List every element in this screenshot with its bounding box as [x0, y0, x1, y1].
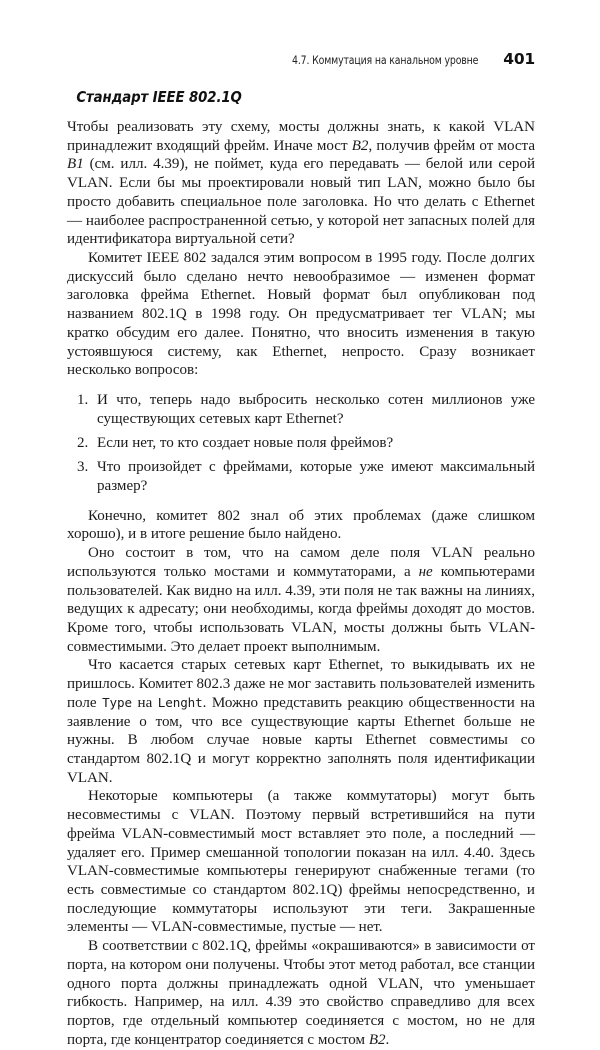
list-item-number: 2.: [77, 435, 89, 451]
paragraph-1-text-a: Чтобы реализовать эту схему, мосты должны знать, к какой VLAN принадлежит входящий фрейм. Иначе мост: [67, 119, 535, 154]
paragraph-4: [67, 544, 535, 656]
paragraph-7-text-a: В соответствии с 802.1Q, фреймы «окрашиваются» в зависимости от порта, на котором они получены. Чтобы этот метод работал, все станции одного порта должны принадлежать одной VLAN, что уменьшает гибкость. Например, на илл. 4.39 это свойство справедливо для всех портов, где отдельный компьютер соединяется с мостом, но не для порта, где концентратор соединяется с мостом: [67, 938, 535, 1048]
paragraph-5: [67, 656, 535, 787]
paragraph-1-text-c: (см. илл. 4.39), не поймет, куда его передавать — белой или серой VLAN. Если бы мы проектировали новый тип LAN, можно было бы просто добавить специальное поле заголовка. Но что делать с Ethernet — наиболее распространенной сетью, у которой нет запасных полей для идентификатора виртуальной сети?: [67, 156, 535, 248]
bridge-label-b2-final: B2: [368, 1031, 386, 1048]
section-heading: Стандарт IEEE 802.1Q: [76, 88, 242, 106]
paragraph-4-text-b: компьютерами пользователей. Как видно на илл. 4.39, эти поля не так важны на линиях, ведущих к адресату; они необходимы, когда фреймы доходят до мостов. Кроме того, чтобы использовать VLAN, мосты должны быть VLAN-совместимыми. Это делает проект выполнимым.: [67, 563, 535, 655]
paragraph-5-text-c: . Можно представить реакцию общественности на заявление о том, что все существующие карты Ethernet больше не нужны. В любом случае новые карты Ethernet совместимы со стандартом 802.1Q и могут корректно заполнять поля идентификации VLAN.: [67, 694, 535, 786]
page-number: 401: [503, 50, 535, 68]
bridge-label-b2: B2: [351, 137, 369, 154]
list-item-label: Что произойдет с фреймами, которые уже имеют максимальный размер?: [97, 459, 535, 494]
paragraph-7-text-b: .: [385, 1031, 390, 1048]
paragraph-5-text-a: Что касается старых сетевых карт Ethernet, то выкидывать их не пришлось. Комитет 802.3 даже не мог заставить пользователей изменить поле: [67, 657, 535, 711]
field-name-lenght: Lenght: [157, 694, 203, 710]
page-content: [67, 88, 535, 1050]
paragraph-2: Комитет IEEE 802 задался этим вопросом в 1995 году. После долгих дискуссий было сделано нечто невообразимое — изменен формат заголовка фрейма Ethernet. Новый формат был опубликован под названием 802.1Q в 1998 году. Он предусматривает тег VLAN; мы кратко обсудим его далее. Понятно, что вносить изменения в такую устоявшуюся систему, как Ethernet, непросто. Сразу возникает несколько вопросов:: [67, 250, 535, 379]
paragraph-1: [67, 118, 535, 249]
list-item-label: И что, теперь надо выбросить несколько сотен миллионов уже существующих сетевых карт Ethernet?: [97, 392, 535, 427]
list-item-label: Если нет, то кто создает новые поля фреймов?: [97, 435, 394, 451]
running-header: [67, 50, 535, 72]
paragraph-3: Конечно, комитет 802 знал об этих проблемах (даже слишком хорошо), и в итоге решение было найдено.: [67, 507, 535, 543]
bridge-label-b1: B1: [67, 156, 84, 173]
list-item-number: 1.: [77, 392, 89, 409]
field-name-type: Type: [102, 694, 133, 710]
running-header-title: 4.7. Коммутация на канальном уровне: [291, 54, 478, 67]
emphasis-ne: не: [418, 563, 433, 580]
paragraph-5-text-b: на: [132, 694, 158, 711]
list-item: [67, 458, 535, 495]
paragraph-7: [67, 937, 535, 1049]
paragraph-1-text-b: , получив фрейм от моста: [368, 137, 535, 154]
list-item: [67, 391, 535, 428]
list-item-number: 3.: [77, 459, 89, 476]
paragraph-6: Некоторые компьютеры (а также коммутаторы) могут быть несовместимы с VLAN. Поэтому первый встретившийся на пути фрейма VLAN-совместимый мост вставляет это поле, а последний — удаляет его. Пример смешанной топологии показан на илл. 4.40. Здесь VLAN-совместимые компьютеры генерируют снабженные тегами (то есть совместимые со стандартом 802.1Q) фреймы непосредственно, и последующие коммутаторы используют эти теги. Закрашенные элементы — VLAN-совместимые, пустые — нет.: [67, 788, 535, 936]
list-item: [67, 434, 535, 453]
questions-list: [67, 391, 535, 496]
paragraph-4-text-a: Оно состоит в том, что на самом деле поля VLAN реально используются только мостами и коммутаторами, а: [67, 545, 535, 580]
